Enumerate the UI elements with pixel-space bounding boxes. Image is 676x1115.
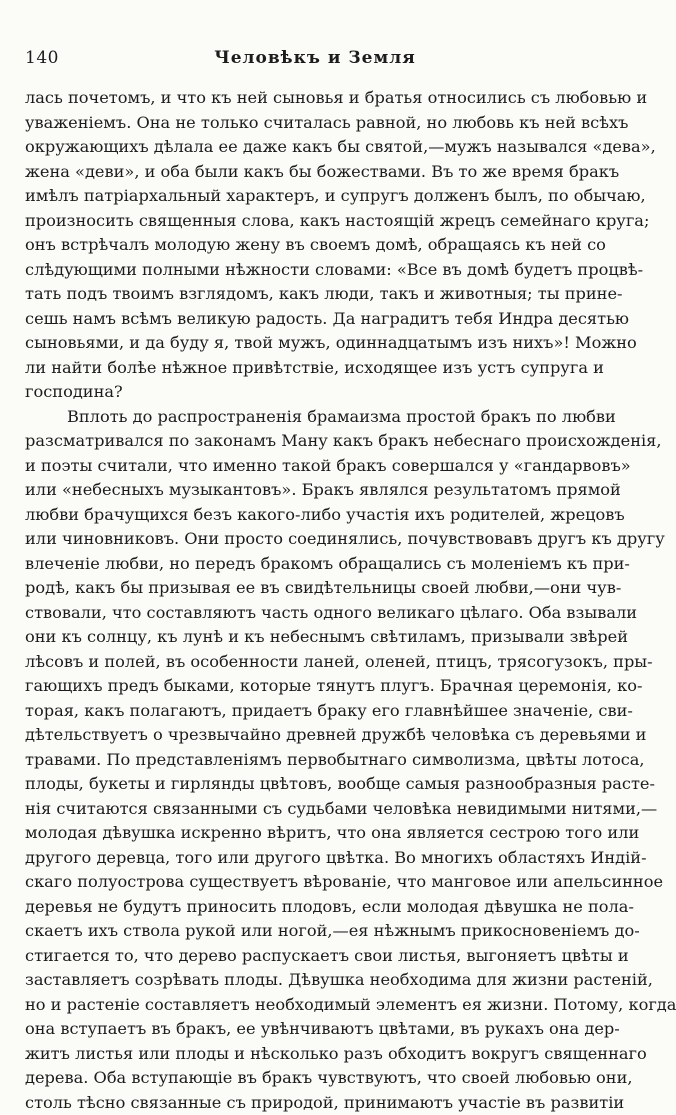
text-line: но и растеніе составляетъ необходимый элементъ ея жизни. Потому, когда: [25, 993, 600, 1018]
text-line: окружающихъ дѣлала ее даже какъ бы святой,—мужъ назывался «дева»,: [25, 135, 600, 160]
text-line: или «небесныхъ музыкантовъ». Бракъ являлся результатомъ прямой: [25, 478, 600, 503]
text-line: родѣ, какъ бы призывая ее въ свидѣтельницы своей любви,—они чув-: [25, 576, 600, 601]
text-line: сыновьями, и да буду я, твой мужъ, одиннадцатымъ изъ нихъ»! Можно: [25, 331, 600, 356]
text-line: молодая дѣвушка искренно вѣритъ, что она является сестрою того или: [25, 821, 600, 846]
text-line: имѣлъ патріархальный характеръ, и супругъ долженъ былъ, по обычаю,: [25, 184, 600, 209]
text-line: Вплоть до распространенія брамаизма простой бракъ по любви: [25, 405, 600, 430]
text-line: она вступаетъ въ бракъ, ее увѣнчиваютъ цвѣтами, въ рукахъ она дер-: [25, 1017, 600, 1042]
text-line: гающихъ предъ быками, которые тянутъ плугъ. Брачная церемонія, ко-: [25, 674, 600, 699]
paragraph-2: [25, 405, 600, 1115]
text-line: уваженіемъ. Она не только считалась равной, но любовь къ ней всѣхъ: [25, 111, 600, 136]
running-title: Человѣкъ и Земля: [25, 48, 605, 68]
text-line: лѣсовъ и полей, въ особенности ланей, оленей, птицъ, трясогузокъ, пры-: [25, 650, 600, 675]
text-line: произносить священныя слова, какъ настоящій жрецъ семейнаго круга;: [25, 209, 600, 234]
text-line: или чиновниковъ. Они просто соединялись, почувствовавъ другъ къ другу: [25, 527, 600, 552]
text-line: столь тѣсно связанные съ природой, принимаютъ участіе въ развитіи: [25, 1091, 600, 1115]
text-line: и поэты считали, что именно такой бракъ совершался у «гандарвовъ»: [25, 454, 600, 479]
text-line: травами. По представленіямъ первобытнаго символизма, цвѣты лотоса,: [25, 748, 600, 773]
text-line: скаго полуострова существуетъ вѣрованіе, что манговое или апельсинное: [25, 870, 600, 895]
text-line: любви брачущихся безъ какого-либо участія ихъ родителей, жрецовъ: [25, 503, 600, 528]
text-line: жена «деви», и оба были какъ бы божествами. Въ то же время бракъ: [25, 160, 600, 185]
text-line: ствовали, что составляютъ часть одного великаго цѣлаго. Оба взывали: [25, 601, 600, 626]
text-line: деревья не будутъ приносить плодовъ, если молодая дѣвушка не пола-: [25, 895, 600, 920]
text-line: стигается то, что дерево распускаетъ свои листья, выгоняетъ цвѣты и: [25, 944, 600, 969]
text-line: господина?: [25, 380, 600, 405]
text-line: ли найти болѣе нѣжное привѣтствіе, исходящее изъ устъ супруга и: [25, 356, 600, 381]
page-header: [25, 48, 605, 72]
text-line: торая, какъ полагаютъ, придаетъ браку его главнѣйшее значеніе, сви-: [25, 699, 600, 724]
text-line: тать подъ твоимъ взглядомъ, какъ люди, такъ и животныя; ты прине-: [25, 282, 600, 307]
text-line: скаетъ ихъ ствола рукой или ногой,—ея нѣжнымъ прикосновеніемъ до-: [25, 919, 600, 944]
text-line: слѣдующими полными нѣжности словами: «Все въ домѣ будетъ процвѣ-: [25, 258, 600, 283]
text-line: онъ встрѣчалъ молодую жену въ своемъ домѣ, обращаясь къ ней со: [25, 233, 600, 258]
page-number: 140: [25, 48, 59, 68]
text-line: житъ листья или плоды и нѣсколько разъ обходитъ вокругъ священнаго: [25, 1042, 600, 1067]
text-line: разсматривался по законамъ Ману какъ бракъ небеснаго происхожденія,: [25, 429, 600, 454]
text-line: лась почетомъ, и что къ ней сыновья и братья относились съ любовью и: [25, 86, 600, 111]
text-line: сешь намъ всѣмъ великую радость. Да наградитъ тебя Индра десятью: [25, 307, 600, 332]
body-text: [25, 86, 600, 1115]
text-line: дерева. Оба вступающіе въ бракъ чувствуютъ, что своей любовью они,: [25, 1066, 600, 1091]
text-line: влеченіе любви, но передъ бракомъ обращались съ моленіемъ къ при-: [25, 552, 600, 577]
text-line: другого деревца, того или другого цвѣтка. Во многихъ областяхъ Индій-: [25, 846, 600, 871]
text-line: дѣтельствуетъ о чрезвычайно древней дружбѣ человѣка съ деревьями и: [25, 723, 600, 748]
paragraph-1: [25, 86, 600, 405]
text-line: плоды, букеты и гирлянды цвѣтовъ, вообще самыя разнообразныя расте-: [25, 772, 600, 797]
text-line: нія считаются связанными съ судьбами человѣка невидимыми нитями,—: [25, 797, 600, 822]
text-line: заставляетъ созрѣвать плоды. Дѣвушка необходима для жизни растеній,: [25, 968, 600, 993]
text-line: они къ солнцу, къ лунѣ и къ небеснымъ свѣтиламъ, призывали звѣрей: [25, 625, 600, 650]
